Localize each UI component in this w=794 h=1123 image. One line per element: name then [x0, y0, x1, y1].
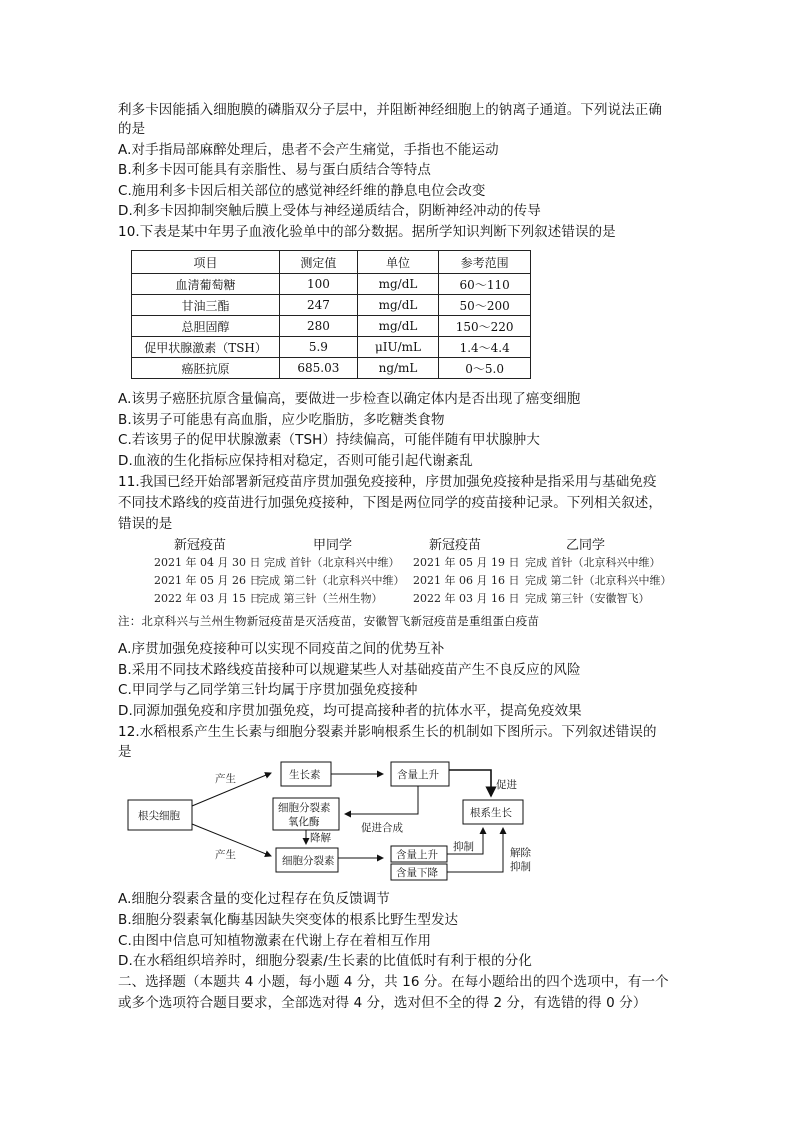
q10-stem: 10.下表是某中年男子血液化验单中的部分数据。据所学知识判断下列叙述错误的是 — [118, 224, 616, 240]
root-cell-label: 根尖细胞 — [138, 810, 180, 822]
table-cell: 血清葡萄糖 — [132, 274, 280, 295]
table-cell: 100 — [280, 274, 358, 295]
table-cell: 247 — [280, 295, 358, 316]
vaccine-header: 新冠疫苗 — [429, 538, 482, 553]
table-row — [132, 337, 531, 358]
blood-test-table — [131, 250, 531, 379]
jia-record-status: 完成 首针（北京科兴中维） — [264, 556, 400, 569]
table-cell: ng/mL — [357, 358, 439, 379]
table-cell: 1.4～4.4 — [439, 337, 531, 358]
jia-record-date: 2022 年 03 月 15 日 — [154, 592, 261, 605]
table-header-row — [132, 251, 531, 274]
table-header-cell: 单位 — [357, 251, 439, 274]
table-cell: mg/dL — [357, 295, 439, 316]
jia-record-date: 2021 年 05 月 26 日 — [154, 574, 261, 587]
student-jia-header: 甲同学 — [313, 538, 353, 553]
yi-record-status: 完成 首针（北京科兴中维） — [525, 556, 661, 569]
auxin-label: 生长素 — [289, 769, 321, 781]
table-row — [132, 316, 531, 337]
q10-option-c: C.若该男子的促甲状腺激素（TSH）持续偏高，可能伴随有甲状腺肿大 — [118, 432, 540, 448]
q10-option-d: D.血液的生化指标应保持相对稳定，否则可能引起代谢紊乱 — [118, 453, 473, 469]
relieve-label-1: 解除 — [510, 847, 531, 859]
jia-record-status: 完成 第二针（北京科兴中维） — [258, 574, 405, 587]
produce-label-1: 产生 — [215, 773, 236, 785]
table-header-cell: 项目 — [132, 251, 280, 274]
jia-record-date: 2021 年 04 月 30 日 — [154, 556, 261, 569]
q9-option-d: D.利多卡因抑制突触后膜上受体与神经递质结合，阴断神经冲动的传导 — [118, 203, 541, 219]
table-cell: mg/dL — [357, 274, 439, 295]
q12-stem-line2: 是 — [118, 744, 132, 760]
table-cell: 5.9 — [280, 337, 358, 358]
cytokinin-oxidase-label-2: 氧化酶 — [288, 816, 320, 828]
yi-record-status: 完成 第三针（安徽智飞） — [525, 592, 650, 605]
table-row — [132, 358, 531, 379]
q11-option-a: A.序贯加强免疫接种可以实现不同疫苗之间的优势互补 — [118, 641, 445, 657]
table-cell: 280 — [280, 316, 358, 337]
student-yi-header: 乙同学 — [566, 538, 606, 553]
diagram-svg — [118, 758, 558, 888]
section2-heading-line1: 二、选择题（本题共 4 小题，每小题 4 分，共 16 分。在每小题给出的四个选项中，有一个 — [118, 974, 669, 990]
table-cell: 总胆固醇 — [132, 316, 280, 337]
yi-record-date: 2021 年 05 月 19 日 — [413, 556, 520, 569]
table-cell: 0～5.0 — [439, 358, 531, 379]
table-row — [132, 274, 531, 295]
q11-stem-line1: 11.我国已经开始部署新冠疫苗序贯加强免疫接种，序贯加强免疫接种是指采用与基础免疫 — [118, 474, 657, 490]
q9-stem-line2: 的是 — [118, 121, 146, 137]
q11-stem-line3: 错误的是 — [118, 516, 173, 532]
q11-option-b: B.采用不同技术路线疫苗接种可以规避某些人对基础疫苗产生不良反应的风险 — [118, 662, 581, 678]
cytokinin-oxidase-label-1: 细胞分裂素 — [278, 802, 331, 814]
yi-record-status: 完成 第二针（北京科兴中维） — [525, 574, 672, 587]
vaccine-header: 新冠疫苗 — [174, 538, 227, 553]
table-cell: 150～220 — [439, 316, 531, 337]
q10-option-b: B.该男子可能患有高血脂，应少吃脂肪，多吃糖类食物 — [118, 412, 445, 428]
q9-stem-line1: 利多卡因能插入细胞膜的磷脂双分子层中，并阻断神经细胞上的钠离子通道。下列说法正确 — [118, 102, 662, 118]
cytokinin-level-up-label: 含量上升 — [396, 849, 438, 861]
table-cell: 685.03 — [280, 358, 358, 379]
q11-option-d: D.同源加强免疫和序贯加强免疫，均可提高接种者的抗体水平，提高免疫效果 — [118, 703, 582, 719]
cytokinin-level-down-label: 含量下降 — [396, 867, 438, 879]
q10-option-a: A.该男子癌胚抗原含量偏高，要做进一步检查以确定体内是否出现了癌变细胞 — [118, 391, 581, 407]
table-cell: 60～110 — [439, 274, 531, 295]
auxin-level-up-label: 含量上升 — [397, 769, 439, 781]
table-header-cell: 测定值 — [280, 251, 358, 274]
q12-option-c: C.由图中信息可知植物激素在代谢上存在着相互作用 — [118, 933, 432, 949]
q12-option-d: D.在水稻组织培养时，细胞分裂素/生长素的比值低时有利于根的分化 — [118, 953, 532, 969]
q12-option-b: B.细胞分裂素氧化酶基因缺失突变体的根系比野生型发达 — [118, 912, 459, 928]
yi-record-date: 2021 年 06 月 16 日 — [413, 574, 520, 587]
table-cell: 甘油三酯 — [132, 295, 280, 316]
promote-synthesis-label: 促进合成 — [361, 822, 403, 834]
table-cell: μIU/mL — [357, 337, 439, 358]
q11-stem-line2: 不同技术路线的疫苗进行加强免疫接种，下图是两位同学的疫苗接种记录。下列相关叙述， — [118, 495, 662, 511]
root-growth-mechanism-diagram — [118, 758, 558, 888]
root-growth-label: 根系生长 — [470, 807, 512, 819]
relieve-label-2: 抑制 — [510, 861, 531, 873]
promote-label: 促进 — [496, 779, 517, 791]
q11-option-c: C.甲同学与乙同学第三针均属于序贯加强免疫接种 — [118, 682, 418, 698]
cytokinin-label: 细胞分裂素 — [282, 855, 335, 867]
q12-stem-line1: 12.水稻根系产生生长素与细胞分裂素并影响根系生长的机制如下图所示。下列叙述错误的 — [118, 724, 657, 740]
promote-synthesis-arrow — [345, 786, 418, 814]
inhibit-label: 抑制 — [453, 841, 474, 853]
promote-arrow — [449, 770, 491, 796]
vaccine-note: 注：北京科兴与兰州生物新冠疫苗是灭活疫苗，安徽智飞新冠疫苗是重组蛋白疫苗 — [118, 614, 540, 628]
q9-option-c: C.施用利多卡因后相关部位的感觉神经纤维的静息电位会改变 — [118, 183, 486, 199]
table-cell: 癌胚抗原 — [132, 358, 280, 379]
q12-option-a: A.细胞分裂素含量的变化过程存在负反馈调节 — [118, 891, 390, 907]
table-header-cell: 参考范围 — [439, 251, 531, 274]
table-row — [132, 295, 531, 316]
q9-option-b: B.利多卡因可能具有亲脂性、易与蛋白质结合等特点 — [118, 162, 431, 178]
table-cell: mg/dL — [357, 316, 439, 337]
jia-record-status: 完成 第三针（兰州生物） — [258, 592, 383, 605]
table-cell: 促甲状腺激素（TSH） — [132, 337, 280, 358]
yi-record-date: 2022 年 03 月 16 日 — [413, 592, 520, 605]
section2-heading-line2: 或多个选项符合题目要求，全部选对得 4 分，选对但不全的得 2 分，有选错的得 0 分） — [118, 995, 647, 1011]
produce-label-2: 产生 — [215, 849, 236, 861]
table-cell: 50～200 — [439, 295, 531, 316]
degrade-label: 降解 — [310, 832, 331, 844]
q9-option-a: A.对手指局部麻醉处理后，患者不会产生痛觉，手指也不能运动 — [118, 142, 499, 158]
